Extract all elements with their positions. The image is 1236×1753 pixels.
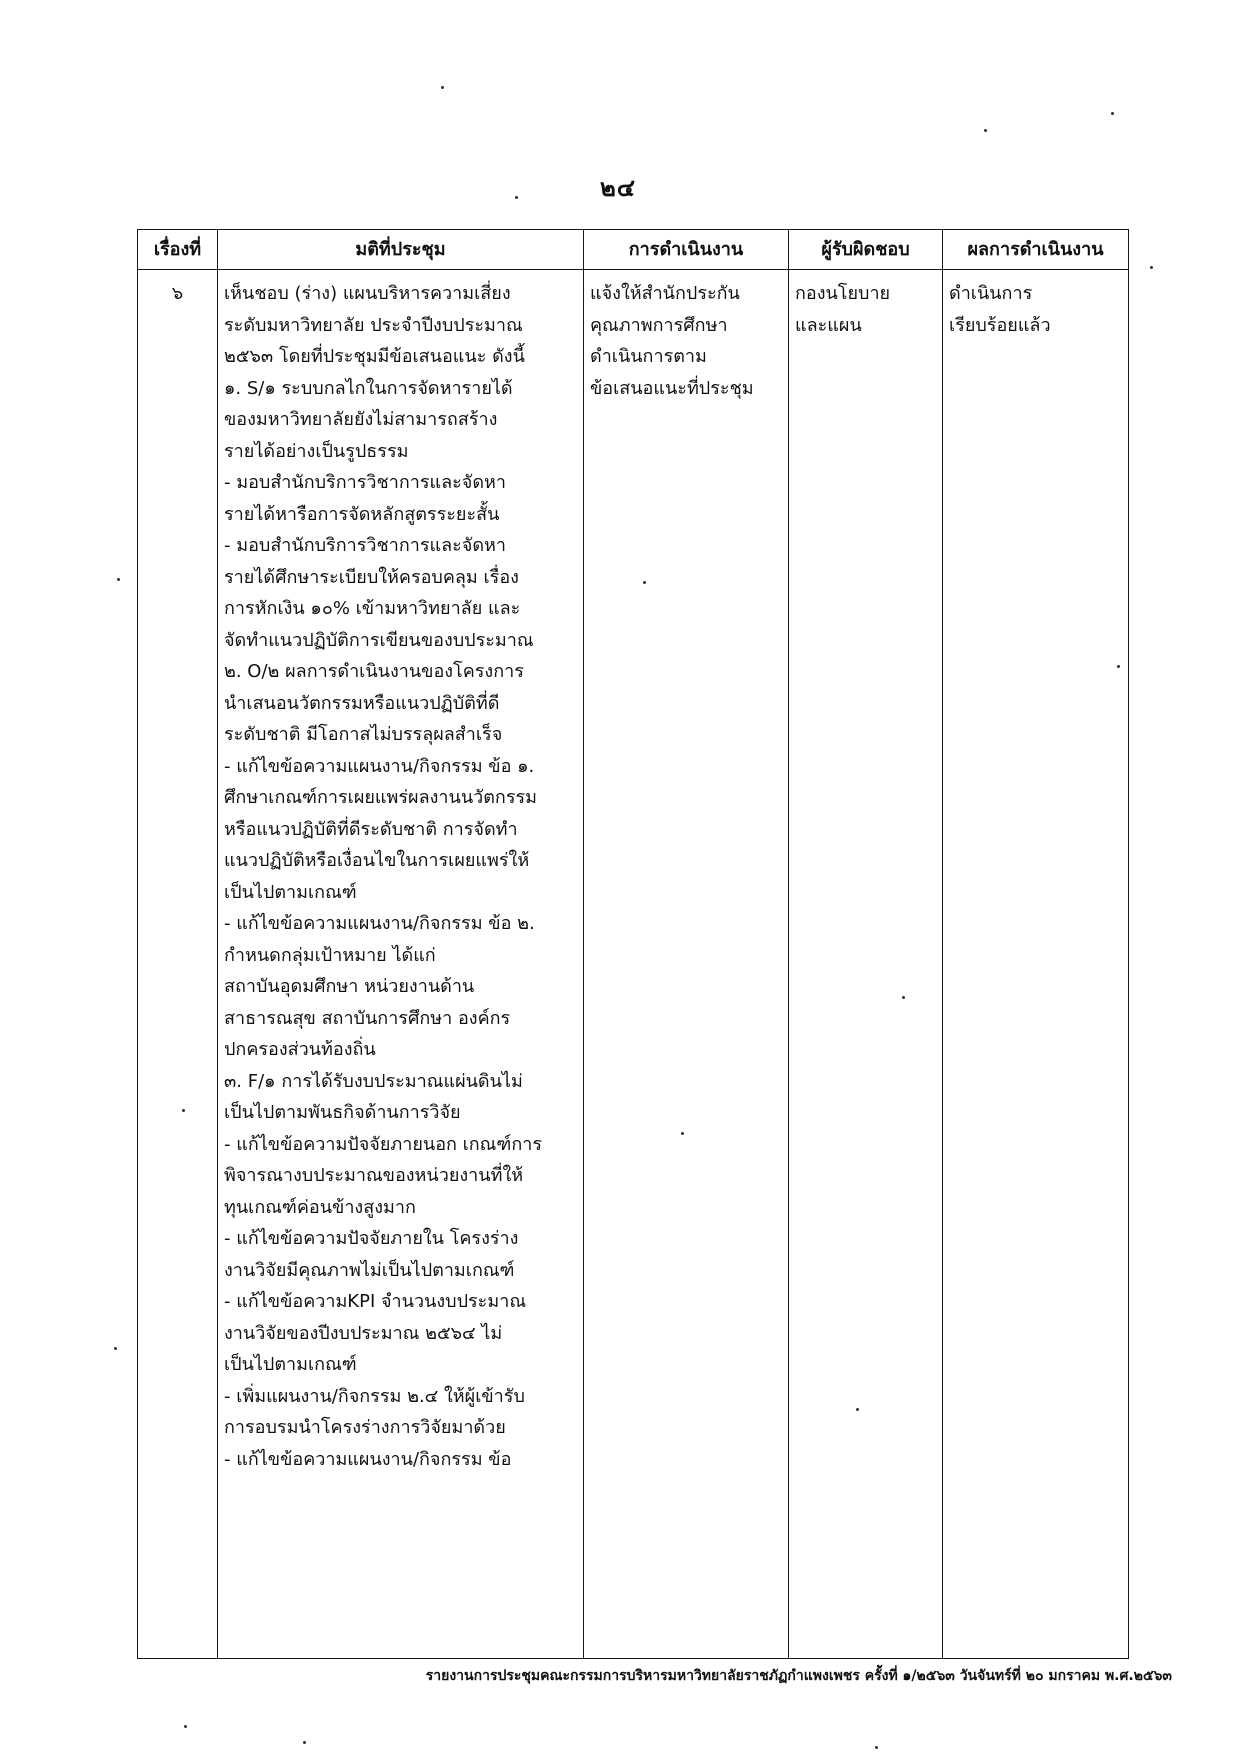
scan-speck bbox=[515, 196, 518, 199]
scan-speck bbox=[1111, 112, 1114, 115]
item-number-cell bbox=[138, 270, 218, 1659]
meeting-minutes-table bbox=[137, 229, 1129, 1659]
cell-line: รายได้ศึกษาระเบียบให้ครอบคลุม เรื่อง bbox=[224, 566, 519, 588]
cell-line: การหักเงิน ๑๐% เข้ามหาวิทยาลัย และ bbox=[224, 598, 521, 619]
table-row bbox=[138, 270, 1129, 1659]
cell-line: เป็นไปตามพันธกิจด้านการวิจัย bbox=[224, 1102, 461, 1123]
scan-speck bbox=[441, 86, 444, 89]
cell-line: กำหนดกลุ่มเป้าหมาย ได้แก่ bbox=[224, 944, 436, 966]
cell-line: รายได้หารือการจัดหลักสูตรระยะสั้น bbox=[224, 503, 500, 525]
cell-line: ๒. O/๒ ผลการดำเนินงานของโครงการ bbox=[224, 661, 524, 682]
result-cell bbox=[943, 270, 1129, 1659]
scan-speck bbox=[184, 1725, 187, 1728]
page-number: ๒๔ bbox=[600, 174, 636, 202]
cell-line: จัดทำแนวปฏิบัติการเขียนของบประมาณ bbox=[224, 629, 534, 651]
responsible-cell bbox=[789, 270, 943, 1659]
cell-line: งานวิจัยมีคุณภาพไม่เป็นไปตามเกณฑ์ bbox=[224, 1259, 515, 1281]
scan-speck bbox=[114, 1347, 117, 1350]
cell-line: การอบรมนำโครงร่างการวิจัยมาด้วย bbox=[224, 1417, 506, 1438]
scan-speck bbox=[643, 581, 646, 584]
cell-line: - แก้ไขข้อความแผนงาน/กิจกรรม ข้อ ๒. bbox=[224, 913, 535, 934]
cell-line: แจ้งให้สำนักประกัน bbox=[590, 283, 740, 304]
scan-speck bbox=[902, 996, 905, 999]
header-result: ผลการดำเนินงาน bbox=[943, 230, 1129, 270]
cell-line: นำเสนอนวัตกรรมหรือแนวปฏิบัติที่ดี bbox=[224, 692, 500, 714]
cell-line: ของมหาวิทยาลัยยังไม่สามารถสร้าง bbox=[224, 409, 498, 430]
cell-line: เป็นไปตามเกณฑ์ bbox=[224, 881, 357, 903]
cell-line: ๒๕๖๓ โดยที่ประชุมมีข้อเสนอแนะ ดังนี้ bbox=[224, 346, 525, 367]
cell-line: คุณภาพการศึกษา bbox=[590, 314, 728, 336]
scan-speck bbox=[681, 1132, 684, 1135]
cell-line: เป็นไปตามเกณฑ์ bbox=[224, 1354, 357, 1375]
header-action: การดำเนินงาน bbox=[584, 230, 789, 270]
cell-line: - แก้ไขข้อความแผนงาน/กิจกรรม ข้อ bbox=[224, 1448, 512, 1470]
cell-line: - แก้ไขข้อความปัจจัยภายใน โครงร่าง bbox=[224, 1228, 519, 1249]
cell-line: แนวปฏิบัติหรือเงื่อนไขในการเผยแพร่ให้ bbox=[224, 850, 530, 871]
cell-line: หรือแนวปฏิบัติที่ดีระดับชาติ การจัดทำ bbox=[224, 818, 518, 840]
scan-speck bbox=[182, 1109, 185, 1112]
resolution-cell bbox=[218, 270, 584, 1659]
action-cell bbox=[584, 270, 789, 1659]
header-responsible: ผู้รับผิดชอบ bbox=[789, 230, 943, 270]
scan-speck bbox=[984, 129, 987, 132]
scan-speck bbox=[303, 1741, 306, 1744]
item-number: ๖ bbox=[171, 283, 184, 304]
cell-line: พิจารณางบประมาณของหน่วยงานที่ให้ bbox=[224, 1165, 524, 1186]
scan-speck bbox=[1150, 266, 1153, 269]
cell-line: - เพิ่มแผนงาน/กิจกรรม ๒.๔ ให้ผู้เข้ารับ bbox=[224, 1385, 525, 1407]
cell-line: ดำเนินการตาม bbox=[590, 346, 707, 367]
scan-speck bbox=[1117, 665, 1120, 668]
cell-line: - แก้ไขข้อความปัจจัยภายนอก เกณฑ์การ bbox=[224, 1133, 542, 1155]
cell-line: สาธารณสุข สถาบันการศึกษา องค์กร bbox=[224, 1007, 511, 1029]
cell-line: รายได้อย่างเป็นรูปธรรม bbox=[224, 440, 409, 462]
cell-line: สถาบันอุดมศึกษา หน่วยงานด้าน bbox=[224, 976, 475, 997]
cell-line: งานวิจัยของปีงบประมาณ ๒๕๖๔ ไม่ bbox=[224, 1322, 503, 1344]
cell-line: และแผน bbox=[795, 314, 862, 336]
cell-line: กองนโยบาย bbox=[795, 283, 891, 304]
cell-line: ระดับชาติ มีโอกาสไม่บรรลุผลสำเร็จ bbox=[224, 724, 503, 745]
header-item-no: เรื่องที่ bbox=[138, 230, 218, 270]
cell-line: ศึกษาเกณฑ์การเผยแพร่ผลงานนวัตกรรม bbox=[224, 787, 538, 808]
cell-line: ทุนเกณฑ์ค่อนข้างสูงมาก bbox=[224, 1196, 416, 1218]
cell-line: เห็นชอบ (ร่าง) แผนบริหารความเสี่ยง bbox=[224, 283, 511, 304]
cell-line: ปกครองส่วนท้องถิ่น bbox=[224, 1039, 376, 1060]
scan-speck bbox=[856, 1408, 859, 1411]
scan-speck bbox=[117, 578, 120, 581]
table-header-row bbox=[138, 230, 1129, 270]
cell-line: - มอบสำนักบริการวิชาการและจัดหา bbox=[224, 472, 506, 493]
cell-line: ๓. F/๑ การได้รับงบประมาณแผ่นดินไม่ bbox=[224, 1070, 523, 1092]
cell-line: ๑. S/๑ ระบบกลไกในการจัดหารายได้ bbox=[224, 377, 513, 399]
cell-line: - แก้ไขข้อความKPI จำนวนงบประมาณ bbox=[224, 1291, 527, 1312]
cell-line: เรียบร้อยแล้ว bbox=[949, 314, 1051, 336]
report-footer: รายงานการประชุมคณะกรรมการบริหารมหาวิทยาลัยราชภัฏกำแพงเพชร ครั้งที่ ๑/๒๕๖๓ วันจันทร์ที่ ๒๐ มกราคม พ.ศ.๒๕๖๓ bbox=[425, 1668, 1172, 1684]
cell-line: - แก้ไขข้อความแผนงาน/กิจกรรม ข้อ ๑. bbox=[224, 755, 535, 777]
header-resolution: มติที่ประชุม bbox=[218, 230, 584, 270]
cell-line: ดำเนินการ bbox=[949, 283, 1033, 304]
cell-line: ข้อเสนอแนะที่ประชุม bbox=[590, 377, 754, 399]
cell-line: ระดับมหาวิทยาลัย ประจำปีงบประมาณ bbox=[224, 314, 523, 336]
cell-line: - มอบสำนักบริการวิชาการและจัดหา bbox=[224, 535, 506, 556]
scan-speck bbox=[875, 1746, 878, 1749]
